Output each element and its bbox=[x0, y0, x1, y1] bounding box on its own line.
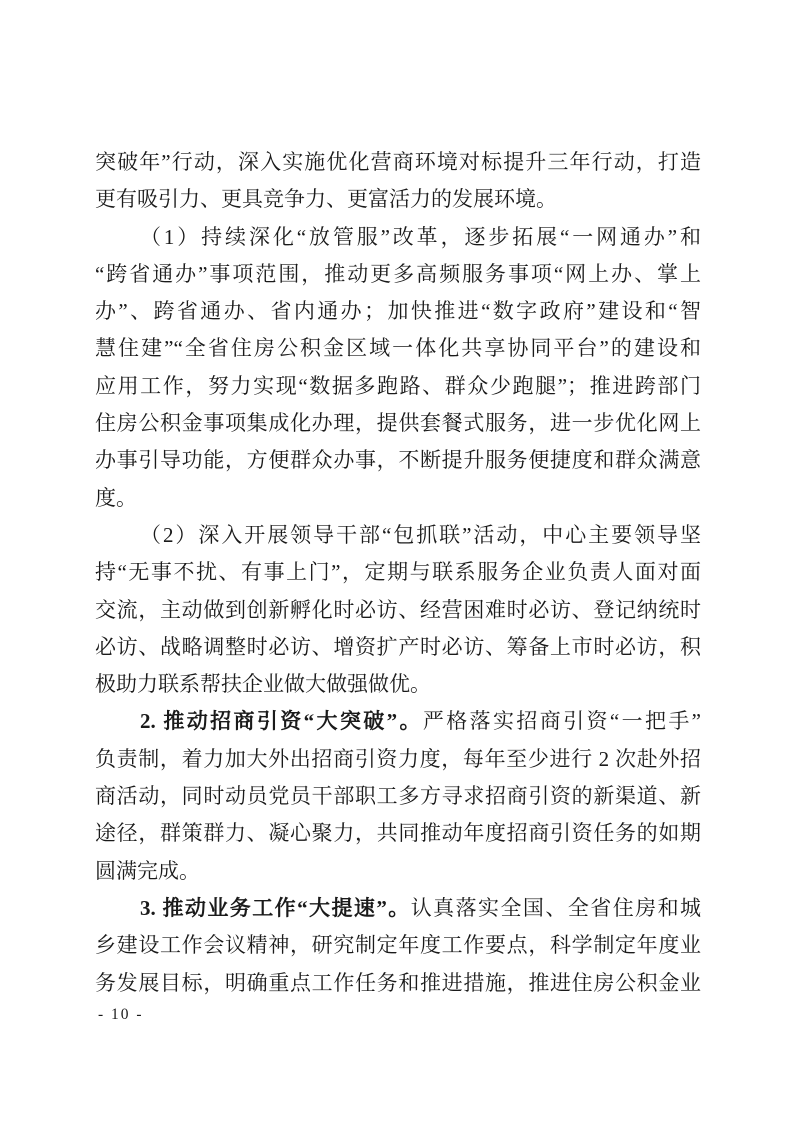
body-text: 认真落实全国、全省住房和城 bbox=[410, 895, 701, 920]
text-line bbox=[95, 592, 701, 629]
text-line bbox=[95, 442, 701, 479]
body-text: 更有吸引力、更具竞争力、更富活力的发展环境。 bbox=[95, 187, 557, 212]
text-line bbox=[95, 853, 701, 890]
body-text: “跨省通办”事项范围，推动更多高频服务事项“网上办、掌上 bbox=[95, 261, 701, 286]
text-line bbox=[95, 330, 701, 367]
bold-heading-text: 2. 推动招商引资“大突破”。 bbox=[140, 709, 423, 734]
text-line bbox=[95, 666, 701, 703]
text-line bbox=[95, 965, 701, 1002]
bold-heading-text: 3. 推动业务工作“大提速”。 bbox=[140, 895, 411, 920]
text-line bbox=[95, 517, 701, 554]
page-number: - 10 - bbox=[98, 1006, 144, 1023]
text-line bbox=[95, 703, 701, 740]
body-text: 务发展目标，明确重点工作任务和推进措施，推进住房公积金业 bbox=[95, 970, 701, 995]
text-line bbox=[95, 554, 701, 591]
document-lines bbox=[95, 144, 701, 1002]
body-text: 严格落实招商引资“一把手” bbox=[422, 709, 701, 734]
text-line bbox=[95, 256, 701, 293]
body-text: （1）持续深化“放管服”改革，逐步拓展“一网通办”和 bbox=[140, 224, 701, 249]
body-text: 办”、跨省通办、省内通办；加快推进“数字政府”建设和“智 bbox=[95, 299, 701, 324]
body-text: 住房公积金事项集成化办理，提供套餐式服务，进一步优化网上 bbox=[95, 411, 701, 436]
body-text: 圆满完成。 bbox=[95, 858, 200, 883]
body-text: 应用工作，努力实现“数据多跑路、群众少跑腿”；推进跨部门 bbox=[95, 373, 701, 398]
text-line bbox=[95, 219, 701, 256]
body-text: 乡建设工作会议精神，研究制定年度工作要点，科学制定年度业 bbox=[95, 933, 701, 958]
text-line bbox=[95, 741, 701, 778]
text-line bbox=[95, 927, 701, 964]
text-line bbox=[95, 629, 701, 666]
body-text: 交流，主动做到创新孵化时必访、经营困难时必访、登记纳统时 bbox=[95, 597, 701, 622]
body-text: 商活动，同时动员党员干部职工多方寻求招商引资的新渠道、新 bbox=[95, 784, 701, 809]
text-line bbox=[95, 815, 701, 852]
text-line bbox=[95, 480, 701, 517]
body-text: 负责制，着力加大外出招商引资力度，每年至少进行 2 次赴外招 bbox=[95, 746, 701, 771]
text-line bbox=[95, 405, 701, 442]
body-text: 持“无事不扰、有事上门”，定期与联系服务企业负责人面对面 bbox=[95, 560, 701, 585]
body-text: 办事引导功能，方便群众办事，不断提升服务便捷度和群众满意 bbox=[95, 448, 701, 473]
body-text: 途径，群策群力、凝心聚力，共同推动年度招商引资任务的如期 bbox=[95, 821, 701, 846]
text-line bbox=[95, 778, 701, 815]
body-text: 度。 bbox=[95, 485, 137, 510]
text-line bbox=[95, 293, 701, 330]
text-line bbox=[95, 144, 701, 181]
text-line bbox=[95, 890, 701, 927]
text-line bbox=[95, 181, 701, 218]
body-text: 必访、战略调整时必访、增资扩产时必访、筹备上市时必访，积 bbox=[95, 634, 701, 659]
body-text: 慧住建”“全省住房公积金区域一体化共享协同平台”的建设和 bbox=[95, 336, 701, 361]
text-line bbox=[95, 368, 701, 405]
body-text: 突破年”行动，深入实施优化营商环境对标提升三年行动，打造 bbox=[95, 150, 701, 174]
body-text: （2）深入开展领导干部“包抓联”活动，中心主要领导坚 bbox=[140, 522, 701, 547]
body-text: 极助力联系帮扶企业做大做强做优。 bbox=[95, 672, 431, 697]
